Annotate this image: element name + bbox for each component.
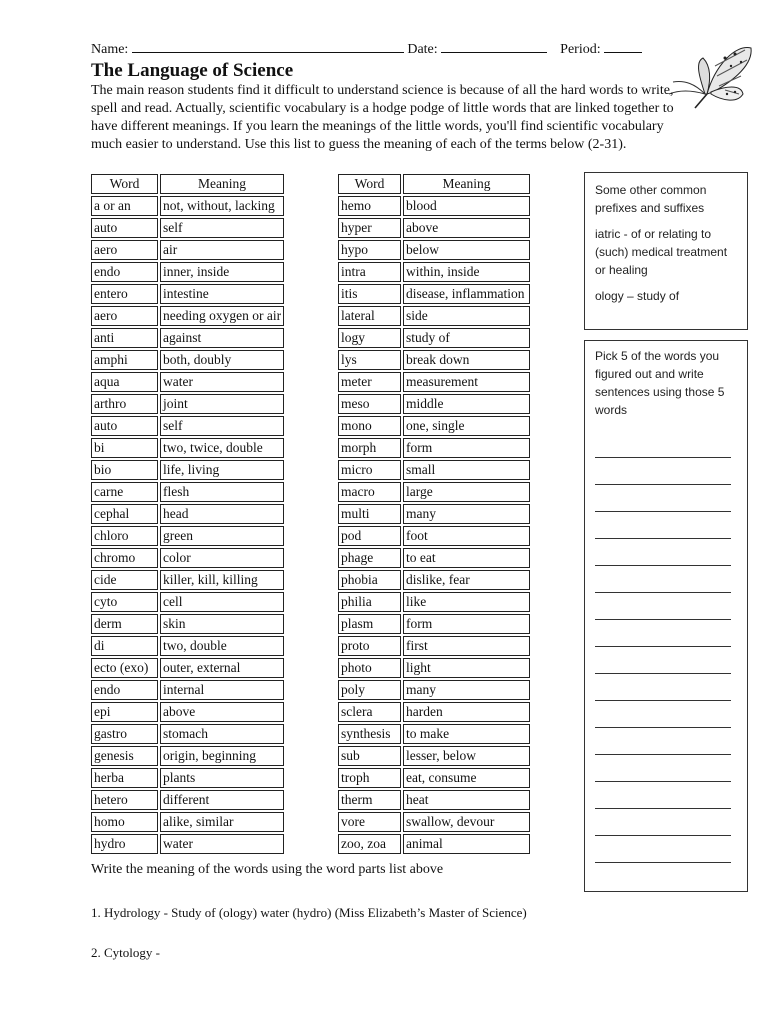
meaning-cell: form bbox=[403, 614, 530, 634]
meaning-cell: to make bbox=[403, 724, 530, 744]
word-cell: multi bbox=[338, 504, 401, 524]
word-cell: epi bbox=[91, 702, 158, 722]
page-title: The Language of Science bbox=[91, 60, 294, 81]
word-cell: anti bbox=[91, 328, 158, 348]
answer-line[interactable] bbox=[595, 593, 731, 620]
table-row bbox=[338, 306, 530, 326]
answer-line[interactable] bbox=[595, 431, 731, 458]
affix-item-ology: ology – study of bbox=[595, 289, 680, 303]
meaning-cell: two, double bbox=[160, 636, 284, 656]
meaning-cell: form bbox=[403, 438, 530, 458]
vocab-table-left bbox=[89, 172, 286, 856]
word-cell: cide bbox=[91, 570, 158, 590]
meaning-cell: inner, inside bbox=[160, 262, 284, 282]
word-cell: amphi bbox=[91, 350, 158, 370]
word-cell: morph bbox=[338, 438, 401, 458]
meaning-cell: animal bbox=[403, 834, 530, 854]
table-row bbox=[91, 284, 284, 304]
table-row bbox=[338, 790, 530, 810]
meaning-header: Meaning bbox=[160, 174, 284, 194]
word-header: Word bbox=[91, 174, 158, 194]
intro-paragraph: The main reason students find it difficult to understand science is because of all the hard words to write, spell and read. Actually, scientific vocabulary is a hodge podge of little words that are linked together to have different meanings. If you learn the meanings of the little words, you'll find scientific vocabulary much easier to understand. Use this list to guess the meaning of each of the terms below (2-31). bbox=[91, 83, 674, 152]
table-row bbox=[91, 460, 284, 480]
word-cell: synthesis bbox=[338, 724, 401, 744]
meaning-cell: water bbox=[160, 372, 284, 392]
table-row bbox=[338, 592, 530, 612]
meaning-cell: self bbox=[160, 416, 284, 436]
table-row bbox=[338, 768, 530, 788]
table-row bbox=[338, 658, 530, 678]
word-cell: bio bbox=[91, 460, 158, 480]
meaning-cell: swallow, devour bbox=[403, 812, 530, 832]
word-cell: meso bbox=[338, 394, 401, 414]
answer-line[interactable] bbox=[595, 539, 731, 566]
table-row bbox=[91, 702, 284, 722]
meaning-cell: dislike, fear bbox=[403, 570, 530, 590]
table-row bbox=[91, 196, 284, 216]
meaning-header: Meaning bbox=[403, 174, 530, 194]
word-cell: carne bbox=[91, 482, 158, 502]
meaning-cell: above bbox=[160, 702, 284, 722]
meaning-cell: different bbox=[160, 790, 284, 810]
answer-line[interactable] bbox=[595, 701, 731, 728]
name-blank[interactable] bbox=[132, 40, 404, 53]
word-cell: meter bbox=[338, 372, 401, 392]
word-cell: hypo bbox=[338, 240, 401, 260]
word-cell: poly bbox=[338, 680, 401, 700]
table-row bbox=[338, 438, 530, 458]
meaning-cell: like bbox=[403, 592, 530, 612]
meaning-cell: eat, consume bbox=[403, 768, 530, 788]
answer-line[interactable] bbox=[595, 674, 731, 701]
word-cell: proto bbox=[338, 636, 401, 656]
table-row bbox=[91, 416, 284, 436]
word-cell: arthro bbox=[91, 394, 158, 414]
word-cell: macro bbox=[338, 482, 401, 502]
table-row bbox=[338, 812, 530, 832]
table-row bbox=[338, 548, 530, 568]
meaning-cell: middle bbox=[403, 394, 530, 414]
word-cell: cephal bbox=[91, 504, 158, 524]
word-cell: hemo bbox=[338, 196, 401, 216]
meaning-cell: life, living bbox=[160, 460, 284, 480]
table-row bbox=[338, 724, 530, 744]
meaning-cell: many bbox=[403, 504, 530, 524]
table-row bbox=[338, 350, 530, 370]
meaning-cell: foot bbox=[403, 526, 530, 546]
table-row bbox=[91, 394, 284, 414]
word-cell: bi bbox=[91, 438, 158, 458]
word-cell: therm bbox=[338, 790, 401, 810]
meaning-cell: measurement bbox=[403, 372, 530, 392]
table-row bbox=[91, 504, 284, 524]
answer-line[interactable] bbox=[595, 728, 731, 755]
period-label: Period: bbox=[560, 42, 601, 57]
meaning-cell: color bbox=[160, 548, 284, 568]
meaning-cell: side bbox=[403, 306, 530, 326]
meaning-cell: heat bbox=[403, 790, 530, 810]
table-row bbox=[91, 328, 284, 348]
table-row bbox=[338, 416, 530, 436]
answer-line[interactable] bbox=[595, 512, 731, 539]
table-row bbox=[338, 702, 530, 722]
meaning-cell: plants bbox=[160, 768, 284, 788]
word-cell: cyto bbox=[91, 592, 158, 612]
answer-line[interactable] bbox=[595, 755, 731, 782]
table-row bbox=[91, 636, 284, 656]
meaning-cell: small bbox=[403, 460, 530, 480]
meaning-cell: light bbox=[403, 658, 530, 678]
affix-item-iatric: iatric - of or relating to (such) medical treatment or healing bbox=[595, 227, 728, 277]
table-row bbox=[91, 526, 284, 546]
table-row bbox=[91, 834, 284, 854]
answer-line[interactable] bbox=[595, 809, 731, 836]
word-cell: genesis bbox=[91, 746, 158, 766]
answer-line[interactable] bbox=[595, 485, 731, 512]
meaning-cell: water bbox=[160, 834, 284, 854]
word-cell: chromo bbox=[91, 548, 158, 568]
word-cell: philia bbox=[338, 592, 401, 612]
word-cell: plasm bbox=[338, 614, 401, 634]
table-row bbox=[91, 790, 284, 810]
meaning-cell: first bbox=[403, 636, 530, 656]
table-row bbox=[91, 592, 284, 612]
date-blank[interactable] bbox=[441, 40, 547, 53]
sentence-blanks bbox=[595, 431, 737, 863]
meaning-cell: to eat bbox=[403, 548, 530, 568]
meaning-cell: internal bbox=[160, 680, 284, 700]
table-row bbox=[91, 218, 284, 238]
table-row bbox=[338, 284, 530, 304]
sentence-prompt: Pick 5 of the words you figured out and write sentences using those 5 words bbox=[595, 349, 725, 417]
period-blank[interactable] bbox=[604, 40, 642, 53]
table-row bbox=[91, 240, 284, 260]
word-cell: ecto (exo) bbox=[91, 658, 158, 678]
meaning-cell: against bbox=[160, 328, 284, 348]
meaning-cell: flesh bbox=[160, 482, 284, 502]
meaning-cell: disease, inflammation bbox=[403, 284, 530, 304]
meaning-cell: break down bbox=[403, 350, 530, 370]
table-row bbox=[91, 372, 284, 392]
word-cell: logy bbox=[338, 328, 401, 348]
table-row bbox=[91, 262, 284, 282]
answer-line[interactable] bbox=[595, 647, 731, 674]
table-row bbox=[338, 482, 530, 502]
table-row bbox=[91, 306, 284, 326]
table-row bbox=[338, 746, 530, 766]
word-cell: chloro bbox=[91, 526, 158, 546]
table-row bbox=[338, 372, 530, 392]
answer-line[interactable] bbox=[595, 620, 731, 647]
affix-heading: Some other common prefixes and suffixes bbox=[595, 183, 707, 215]
word-cell: derm bbox=[91, 614, 158, 634]
answer-line[interactable] bbox=[595, 458, 731, 485]
meaning-cell: air bbox=[160, 240, 284, 260]
table-row bbox=[338, 196, 530, 216]
word-cell: hydro bbox=[91, 834, 158, 854]
table-row bbox=[338, 262, 530, 282]
word-cell: aero bbox=[91, 306, 158, 326]
table-row bbox=[91, 724, 284, 744]
table-row bbox=[338, 460, 530, 480]
meaning-cell: green bbox=[160, 526, 284, 546]
answer-line[interactable] bbox=[595, 566, 731, 593]
meaning-cell: not, without, lacking bbox=[160, 196, 284, 216]
meaning-cell: head bbox=[160, 504, 284, 524]
meaning-cell: both, doubly bbox=[160, 350, 284, 370]
meaning-cell: intestine bbox=[160, 284, 284, 304]
table-row bbox=[338, 394, 530, 414]
meaning-cell: many bbox=[403, 680, 530, 700]
word-cell: di bbox=[91, 636, 158, 656]
word-cell: zoo, zoa bbox=[338, 834, 401, 854]
word-cell: hetero bbox=[91, 790, 158, 810]
table-row bbox=[91, 614, 284, 634]
word-cell: intra bbox=[338, 262, 401, 282]
word-cell: mono bbox=[338, 416, 401, 436]
table-row bbox=[91, 570, 284, 590]
vocab-table-right bbox=[336, 172, 532, 856]
question-1: 1. Hydrology - Study of (ology) water (hydro) (Miss Elizabeth’s Master of Science) bbox=[91, 905, 527, 920]
word-cell: phage bbox=[338, 548, 401, 568]
word-cell: itis bbox=[338, 284, 401, 304]
answer-line[interactable] bbox=[595, 836, 731, 863]
word-cell: phobia bbox=[338, 570, 401, 590]
word-cell: endo bbox=[91, 262, 158, 282]
meaning-cell: above bbox=[403, 218, 530, 238]
word-cell: a or an bbox=[91, 196, 158, 216]
meaning-cell: origin, beginning bbox=[160, 746, 284, 766]
sentence-box bbox=[584, 340, 748, 892]
table-row bbox=[91, 482, 284, 502]
word-cell: homo bbox=[91, 812, 158, 832]
meaning-cell: cell bbox=[160, 592, 284, 612]
word-cell: auto bbox=[91, 416, 158, 436]
word-cell: sub bbox=[338, 746, 401, 766]
word-cell: lateral bbox=[338, 306, 401, 326]
meaning-cell: stomach bbox=[160, 724, 284, 744]
word-header: Word bbox=[338, 174, 401, 194]
word-cell: vore bbox=[338, 812, 401, 832]
word-cell: auto bbox=[91, 218, 158, 238]
meaning-cell: needing oxygen or air bbox=[160, 306, 284, 326]
meaning-cell: study of bbox=[403, 328, 530, 348]
word-cell: micro bbox=[338, 460, 401, 480]
date-label: Date: bbox=[407, 42, 438, 57]
word-cell: entero bbox=[91, 284, 158, 304]
meaning-cell: two, twice, double bbox=[160, 438, 284, 458]
name-label: Name: bbox=[91, 42, 129, 57]
word-cell: lys bbox=[338, 350, 401, 370]
word-cell: sclera bbox=[338, 702, 401, 722]
meaning-cell: one, single bbox=[403, 416, 530, 436]
word-cell: hyper bbox=[338, 218, 401, 238]
table-row bbox=[338, 240, 530, 260]
header-line bbox=[91, 40, 642, 58]
table-row bbox=[338, 680, 530, 700]
table-row bbox=[91, 746, 284, 766]
question-2: 2. Cytology - bbox=[91, 945, 160, 960]
answer-line[interactable] bbox=[595, 782, 731, 809]
table-row bbox=[338, 504, 530, 524]
meaning-cell: alike, similar bbox=[160, 812, 284, 832]
meaning-cell: below bbox=[403, 240, 530, 260]
meaning-cell: skin bbox=[160, 614, 284, 634]
word-cell: endo bbox=[91, 680, 158, 700]
meaning-cell: harden bbox=[403, 702, 530, 722]
word-cell: gastro bbox=[91, 724, 158, 744]
meaning-cell: outer, external bbox=[160, 658, 284, 678]
meaning-cell: blood bbox=[403, 196, 530, 216]
word-cell: photo bbox=[338, 658, 401, 678]
table-row bbox=[91, 680, 284, 700]
table-row bbox=[91, 548, 284, 568]
word-cell: aqua bbox=[91, 372, 158, 392]
word-cell: troph bbox=[338, 768, 401, 788]
meaning-cell: within, inside bbox=[403, 262, 530, 282]
table-row bbox=[338, 570, 530, 590]
table-row bbox=[338, 526, 530, 546]
table-row bbox=[91, 812, 284, 832]
table-row bbox=[338, 328, 530, 348]
word-cell: aero bbox=[91, 240, 158, 260]
table-row bbox=[338, 834, 530, 854]
table-row bbox=[91, 768, 284, 788]
meaning-cell: killer, kill, killing bbox=[160, 570, 284, 590]
word-cell: herba bbox=[91, 768, 158, 788]
instructions: Write the meaning of the words using the word parts list above bbox=[91, 862, 444, 877]
table-row bbox=[91, 658, 284, 678]
table-row bbox=[338, 636, 530, 656]
table-row bbox=[338, 614, 530, 634]
table-row bbox=[338, 218, 530, 238]
meaning-cell: self bbox=[160, 218, 284, 238]
word-cell: pod bbox=[338, 526, 401, 546]
affix-box bbox=[584, 172, 748, 330]
meaning-cell: lesser, below bbox=[403, 746, 530, 766]
meaning-cell: joint bbox=[160, 394, 284, 414]
table-row bbox=[91, 438, 284, 458]
table-row bbox=[91, 350, 284, 370]
meaning-cell: large bbox=[403, 482, 530, 502]
